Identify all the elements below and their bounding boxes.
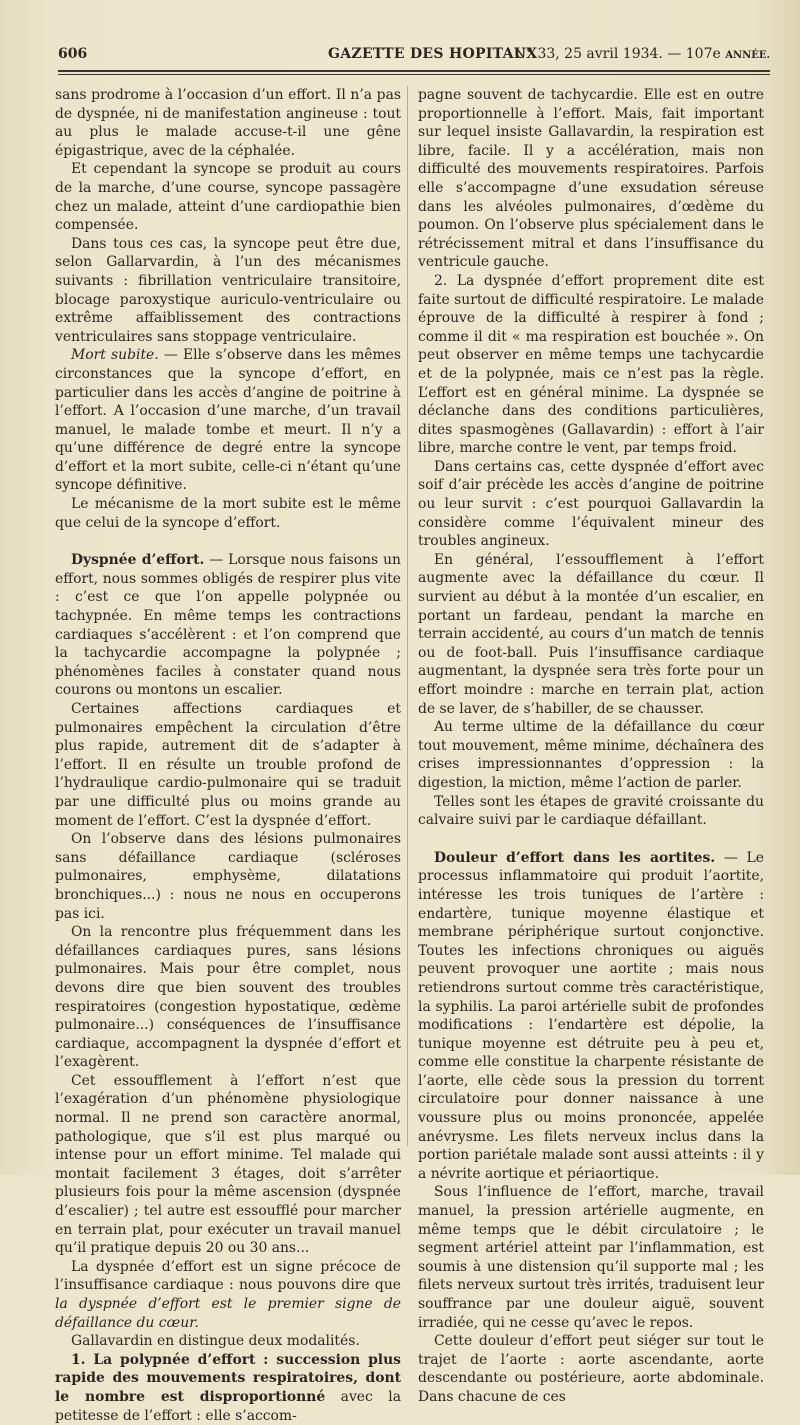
paragraph-text: — Lorsque nous faisons un effort, nous sommes obligés de respirer plus vite : c’est ce que l’on appelle polypnée ou tachypnée. En même temps les contractions cardiaques s’accélèrent : et l’on comprend que la tachycardie accompagne la polypnée ; phénomènes faciles à constater quand nous courons ou montons un escalier. xyxy=(55,552,401,699)
paragraph-text: — Elle s’observe dans les mêmes circonstances que la syncope d’effort, en particulier dans les accès d’angine de poitrine à l’effort. A l’occasion d’une marche, d’un travail manuel, le malade tombe et meurt. Il n’y a qu’une différence de degré entre la syncope d’effort et la mort subite, celle-ci n’étant qu’une syncope définitive. xyxy=(55,347,401,494)
right-column xyxy=(418,86,764,1407)
paragraph xyxy=(55,1351,401,1425)
header-rule xyxy=(58,70,770,72)
paragraph-text: avec la petitesse de l’effort : elle s’accom- xyxy=(55,1388,401,1424)
header-rule-thin xyxy=(58,74,770,75)
subsection-heading-polypnee: 1. La polypnée d’effort : succession plus rapide des mouvements respiratoires, dont le nombre est disproportionné xyxy=(55,1351,401,1405)
paragraph: Gallavardin en distingue deux modalités. xyxy=(71,1333,360,1350)
page-number: 606 xyxy=(58,46,88,62)
issue-date: N° 33, 25 avril 1934. — 107e xyxy=(513,46,721,62)
issue-suffix: ANNÉE. xyxy=(725,50,770,61)
paragraph: Cette douleur d’effort peut siéger sur tout le trajet de l’aorte : aorte ascendante, aorte descendante ou postérieure, aorte abdominale. Dans chacune de ces xyxy=(418,1333,764,1405)
paragraph: Dans certains cas, cette dyspnée d’effort avec soif d’air précède les accès d’angine de poitrine ou leur survit : c’est pourquoi Gallavardin la considère comme l’équivalent mineur des troubles angineux. xyxy=(418,458,764,550)
paragraph: Sous l’influence de l’effort, marche, travail manuel, la pression artérielle augmente, en même temps que le débit circulatoire ; le segment artériel atteint par l’inflammation, est soumis à une distension qu’il supporte mal ; les filets nerveux surtout très irrités, traduisent leur souffrance par une douleur aiguë, souvent irradiée, qui ne cesse qu’avec le repos. xyxy=(418,1184,764,1331)
column-divider xyxy=(407,86,408,1146)
paragraph: sans prodrome à l’occasion d’un effort. Il n’a pas de dyspnée, ni de manifestation angineuse : tout au plus le malade accuse-t-il une gêne épigastrique, avec de la céphalée. xyxy=(55,87,401,159)
running-header xyxy=(58,46,770,66)
paragraph: Telles sont les étapes de gravité croissante du calvaire suivi par le cardiaque défaillant. xyxy=(418,793,764,829)
paragraph: Dans tous ces cas, la syncope peut être due, selon Gallarvardin, à l’un des mécanismes suivants : fibrillation ventriculaire transitoire, blocage paroxystique auriculo-ventriculaire ou extrême affaiblissement des contractions ventriculaires sans stoppage ventriculaire. xyxy=(55,235,401,345)
paragraph: Le mécanisme de la mort subite est le même que celui de la syncope d’effort. xyxy=(55,496,401,531)
paragraph: Au terme ultime de la défaillance du cœur tout mouvement, même minime, déchaînera des crises impressionnantes d’oppression : la digestion, la miction, même l’action de parler. xyxy=(418,719,764,791)
paragraph: On l’observe dans des lésions pulmonaires sans défaillance cardiaque (scléroses pulmonaires, emphysème, dilatations bronchiques...) : nous ne nous en occuperons pas ici. xyxy=(55,831,401,922)
paragraph xyxy=(55,551,401,700)
section-heading-douleur: Douleur d’effort dans les aortites. xyxy=(434,849,716,866)
emphasis-text: la dyspnée d’effort est le premier signe de défaillance du cœur. xyxy=(55,1296,401,1331)
paragraph-text: — Le processus inflammatoire qui produit l’aortite, intéresse les trois tuniques de l’artère : endartère, tunique moyenne élastique et membrane périphérique surtout conjonctive. Toutes les infections chroniques ou aiguës peuvent provoquer une aortite ; mais nous retiendrons surtout comme très caractéristique, la syphilis. La paroi artérielle subit de profondes modifications : l’endartère est dépolie, la tunique moyenne est détruite peu à peu et, comme elle constitue la charpente résistante de l’aorte, elle cède sous la pression du torrent circulatoire pour donner naissance à une voussure plus ou moins prononcée, appelée anévrysme. Les filets nerveux inclus dans la portion pariétale malade sont aussi atteints : il y a névrite aortique et périaortique. xyxy=(418,849,765,1182)
paragraph xyxy=(55,1258,401,1332)
paragraph xyxy=(55,346,401,495)
paragraph: 2. La dyspnée d’effort proprement dite est faite surtout de difficulté respiratoire. Le malade éprouve de la difficulté à respirer à fond ; comme il dit « ma respiration est bouchée ». On peut observer en même temps une tachycardie et de la polypnée, mais ce n’est pas la règle. L’effort est en général minime. La dyspnée se déclanche dans des conditions particulières, dites spasmogènes (Gallavardin) : effort à l’air libre, marche contre le vent, par temps froid. xyxy=(418,272,764,457)
journal-title: GAZETTE DES HOPITAUX xyxy=(328,46,538,62)
paragraph: pagne souvent de tachycardie. Elle est en outre proportionnelle à l’effort. Mais, fait important sur lequel insiste Gallavardin, la respiration est libre, facile. Il y a accélération, mais non difficulté des mouvements respiratoires. Parfois elle s’accompagne d’une exsudation séreuse dans les alvéoles pulmonaires, d’œdème du poumon. On l’observe plus spécialement dans le rétrécissement mitral et dans l’insuffisance du ventricule gauche. xyxy=(418,87,764,271)
paragraph: En général, l’essoufflement à l’effort augmente avec la défaillance du cœur. Il survient au début à la montée d’un escalier, en portant un fardeau, pendant la marche en terrain accidenté, au cours d’un match de tennis ou de foot-ball. Puis l’insuffisance cardiaque augmentant, la dyspnée sera très forte pour un effort moindre : marche en terrain plat, action de se laver, de s’habiller, de se chausser. xyxy=(418,551,764,717)
paragraph: Cet essoufflement à l’effort n’est que l’exagération d’un phénomène physiologique normal. Il ne prend son caractère anormal, pathologique, que s’il est plus marqué ou intense pour un effort minime. Tel malade qui montait facilement 3 étages, doit s’arrêter plusieurs fois pour la même ascension (dyspnée d’escalier) ; tel autre est essoufflé pour marcher en terrain plat, pour exécuter un travail manuel qu’il pratique depuis 20 ou 30 ans... xyxy=(55,1072,401,1257)
section-heading-mort-subite: Mort subite. xyxy=(71,347,159,364)
section-heading-dyspnee: Dyspnée d’effort. xyxy=(71,552,205,569)
paragraph: On la rencontre plus fréquemment dans les défaillances cardiaques pures, sans lésions pulmonaires. Mais pour être complet, nous devons dire que bien souvent des troubles respiratoires (congestion hypostatique, œdème pulmonaire...) conséquences de l’insuffisance cardiaque, accompagnent la dyspnée d’effort et l’exagèrent. xyxy=(55,924,401,1071)
paragraph-text: La dyspnée d’effort est un signe précoce de l’insuffisance cardiaque : nous pouvons dire que xyxy=(55,1258,401,1294)
paragraph: Et cependant la syncope se produit au cours de la marche, d’une course, syncope passagère chez un malade, atteint d’une cardiopathie bien compensée. xyxy=(55,161,401,234)
issue-info xyxy=(514,46,770,62)
paragraph xyxy=(418,849,764,1184)
paragraph: Certaines affections cardiaques et pulmonaires empêchent la circulation d’être plus rapide, autrement dit de s’adapter à l’effort. Il en résulte un trouble profond de l’hydraulique cardio-pulmonaire qui se traduit par une difficulté plus ou moins grande au moment de l’effort. C’est la dyspnée d’effort. xyxy=(55,701,401,829)
left-column xyxy=(55,86,401,1425)
